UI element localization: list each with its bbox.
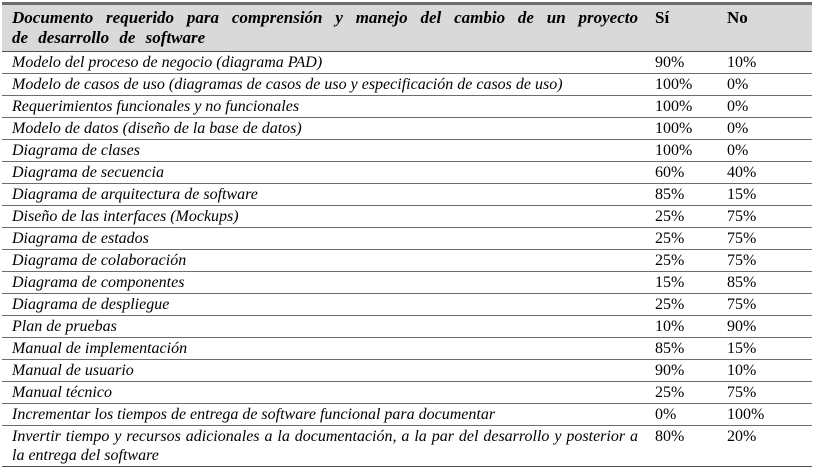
si-value: 100%	[648, 96, 720, 118]
document-label: Invertir tiempo y recursos adicionales a la documentación, a la par del desarrollo y posterior a la entrega del software	[2, 426, 648, 467]
table-row	[2, 118, 812, 140]
no-value: 75%	[720, 206, 812, 228]
table-row	[2, 250, 812, 272]
table-head	[2, 4, 812, 52]
si-value: 100%	[648, 140, 720, 162]
no-value: 100%	[720, 404, 812, 426]
no-value: 90%	[720, 316, 812, 338]
si-value: 85%	[648, 338, 720, 360]
header-col-no: No	[720, 4, 812, 52]
document-label: Plan de pruebas	[2, 316, 648, 338]
table-body	[2, 52, 812, 467]
table-row	[2, 382, 812, 404]
si-value: 85%	[648, 184, 720, 206]
table-row	[2, 52, 812, 74]
document-label: Manual de usuario	[2, 360, 648, 382]
document-label: Diseño de las interfaces (Mockups)	[2, 206, 648, 228]
table-row	[2, 338, 812, 360]
no-value: 75%	[720, 382, 812, 404]
document-label: Diagrama de componentes	[2, 272, 648, 294]
document-label: Diagrama de estados	[2, 228, 648, 250]
si-value: 100%	[648, 74, 720, 96]
si-value: 90%	[648, 360, 720, 382]
table-row	[2, 206, 812, 228]
document-label: Modelo del proceso de negocio (diagrama PAD)	[2, 52, 648, 74]
table-row	[2, 316, 812, 338]
table-row	[2, 162, 812, 184]
no-value: 10%	[720, 52, 812, 74]
document-label: Diagrama de arquitectura de software	[2, 184, 648, 206]
si-value: 25%	[648, 250, 720, 272]
document-label: Diagrama de clases	[2, 140, 648, 162]
table-row	[2, 184, 812, 206]
documents-required-table	[2, 2, 812, 467]
si-value: 25%	[648, 228, 720, 250]
table-row	[2, 404, 812, 426]
si-value: 15%	[648, 272, 720, 294]
header-col-si: Sí	[648, 4, 720, 52]
si-value: 25%	[648, 294, 720, 316]
no-value: 15%	[720, 338, 812, 360]
document-label: Diagrama de secuencia	[2, 162, 648, 184]
table-row	[2, 294, 812, 316]
no-value: 75%	[720, 250, 812, 272]
si-value: 25%	[648, 206, 720, 228]
document-label: Modelo de casos de uso (diagramas de casos de uso y especificación de casos de uso)	[2, 74, 648, 96]
si-value: 100%	[648, 118, 720, 140]
no-value: 20%	[720, 426, 812, 467]
si-value: 90%	[648, 52, 720, 74]
table-row	[2, 272, 812, 294]
no-value: 75%	[720, 228, 812, 250]
document-label: Diagrama de colaboración	[2, 250, 648, 272]
no-value: 15%	[720, 184, 812, 206]
document-label: Manual de implementación	[2, 338, 648, 360]
document-page	[0, 2, 817, 467]
no-value: 75%	[720, 294, 812, 316]
document-label: Incrementar los tiempos de entrega de software funcional para documentar	[2, 404, 648, 426]
si-value: 0%	[648, 404, 720, 426]
table-row	[2, 426, 812, 467]
si-value: 60%	[648, 162, 720, 184]
document-label: Manual técnico	[2, 382, 648, 404]
no-value: 0%	[720, 74, 812, 96]
no-value: 10%	[720, 360, 812, 382]
header-document-label: Documento requerido para comprensión y manejo del cambio de un proyecto de desarrollo de software	[2, 4, 648, 52]
document-label: Requerimientos funcionales y no funcionales	[2, 96, 648, 118]
no-value: 0%	[720, 118, 812, 140]
si-value: 10%	[648, 316, 720, 338]
document-label: Modelo de datos (diseño de la base de datos)	[2, 118, 648, 140]
table-row	[2, 360, 812, 382]
table-row	[2, 140, 812, 162]
no-value: 0%	[720, 96, 812, 118]
si-value: 25%	[648, 382, 720, 404]
table-row	[2, 96, 812, 118]
no-value: 0%	[720, 140, 812, 162]
table-header-row	[2, 4, 812, 52]
table-row	[2, 74, 812, 96]
si-value: 80%	[648, 426, 720, 467]
table-row	[2, 228, 812, 250]
document-label: Diagrama de despliegue	[2, 294, 648, 316]
no-value: 85%	[720, 272, 812, 294]
no-value: 40%	[720, 162, 812, 184]
